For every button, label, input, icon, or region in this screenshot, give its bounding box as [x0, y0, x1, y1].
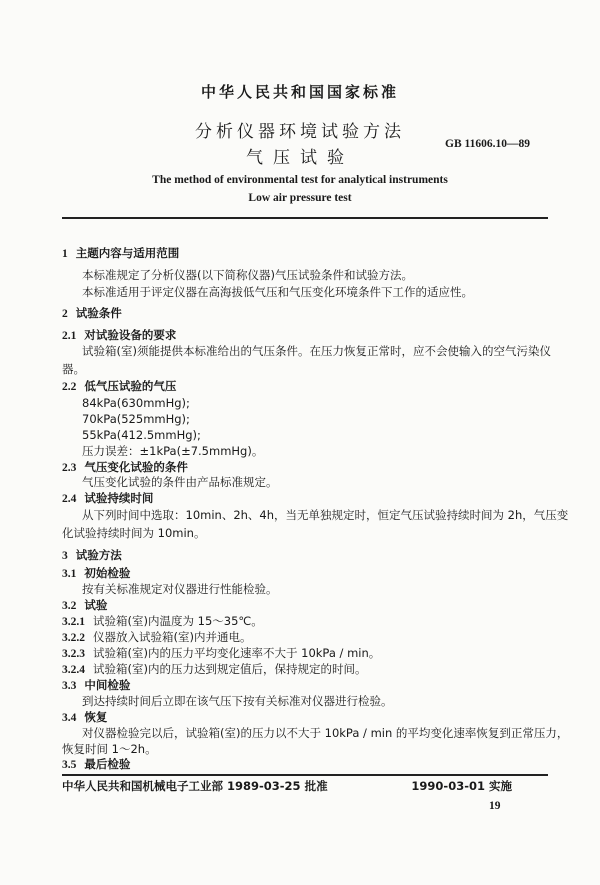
paragraph-line [62, 646, 380, 661]
standard-name: 中华人民共和国国家标准 [200, 83, 399, 101]
paragraph-line [82, 268, 413, 282]
line-text: 70kPa(525mmHg); [82, 412, 190, 426]
paragraph-line [82, 582, 278, 596]
section-number: 3.1 [62, 568, 77, 580]
document-title: 分析仪器环境试验方法 [195, 122, 405, 142]
section-number: 3.2.1 [62, 616, 85, 628]
line-text: 恢复时间 1～2h。 [62, 742, 157, 756]
heading-text: 对试验设备的要求 [84, 328, 177, 342]
section-number: 3.5 [62, 759, 77, 771]
section-number: 1 [62, 248, 68, 260]
paragraph-line [82, 444, 263, 458]
heading-text: 气压变化试验的条件 [84, 460, 188, 474]
footer-rule [62, 774, 548, 776]
paragraph-line [62, 662, 366, 677]
standard-code: GB 11606.10—89 [445, 138, 530, 150]
section-heading [62, 598, 107, 613]
paragraph-line [82, 694, 393, 708]
page-number: 19 [489, 800, 501, 812]
section-number: 3.4 [62, 712, 77, 724]
section-number: 3 [62, 550, 68, 562]
section-heading [62, 757, 130, 772]
heading-text: 试验 [84, 598, 108, 612]
section-number: 3.2.4 [62, 664, 85, 676]
section-heading [62, 379, 176, 394]
section-number: 2.4 [62, 493, 77, 505]
heading-text: 试验持续时间 [84, 491, 154, 505]
heading-text: 初始检验 [84, 566, 131, 580]
paragraph-line [62, 630, 251, 645]
line-text: 试验箱(室)内的压力达到规定值后，保持规定的时间。 [93, 662, 367, 676]
section-heading [62, 328, 176, 343]
section-heading [62, 710, 107, 725]
section-heading [62, 678, 130, 693]
line-text: 化试验持续时间为 10min。 [62, 526, 206, 540]
paragraph-line [82, 428, 201, 442]
section-number: 2.3 [62, 462, 77, 474]
heading-text: 中间检验 [84, 678, 131, 692]
heading-text: 最后检验 [84, 757, 131, 771]
line-text: 从下列时间中选取：10min、2h、4h，当无单独规定时，恒定气压试验持续时间为 2h，气压变 [82, 508, 569, 522]
paragraph-line [62, 614, 263, 629]
paragraph-line [82, 344, 551, 358]
section-heading [62, 246, 179, 261]
heading-text: 试验方法 [75, 548, 122, 562]
approval-line: 中华人民共和国机械电子工业部 1989-03-25 批准 [62, 779, 328, 793]
line-text: 到达持续时间后立即在该气压下按有关标准对仪器进行检验。 [82, 694, 393, 708]
document-subtitle: 气压试验 [246, 148, 354, 168]
english-subtitle: Low air pressure test [248, 192, 352, 204]
line-text: 气压变化试验的条件由产品标准规定。 [82, 475, 278, 489]
line-text: 55kPa(412.5mmHg); [82, 428, 201, 442]
line-text: 按有关标准规定对仪器进行性能检验。 [82, 582, 278, 596]
paragraph-line [62, 526, 205, 540]
heading-text: 低气压试验的气压 [84, 379, 177, 393]
paragraph-line [62, 742, 157, 756]
line-text: 试验箱(室)须能提供本标准给出的气压条件。在压力恢复正常时，应不会使输入的空气污染仪 [82, 344, 551, 358]
paragraph-line [62, 362, 85, 376]
section-number: 2.2 [62, 381, 77, 393]
line-text: 试验箱(室)内的压力平均变化速率不大于 10kPa / min。 [93, 646, 381, 660]
section-heading [62, 491, 153, 506]
line-text: 对仪器检验完以后，试验箱(室)的压力以不大于 10kPa / min 的平均变化速率恢复到正常压力， [82, 726, 569, 740]
line-text: 84kPa(630mmHg); [82, 396, 190, 410]
section-number: 3.2.3 [62, 648, 85, 660]
section-heading [62, 566, 130, 581]
section-number: 3.2 [62, 600, 77, 612]
paragraph-line [82, 285, 473, 299]
line-text: 本标准规定了分析仪器(以下简称仪器)气压试验条件和试验方法。 [82, 268, 413, 282]
section-number: 2 [62, 308, 68, 320]
section-heading [62, 306, 122, 321]
heading-text: 试验条件 [75, 306, 122, 320]
line-text: 仪器放入试验箱(室)内并通电。 [93, 630, 252, 644]
section-number: 2.1 [62, 330, 77, 342]
english-title: The method of environmental test for analytical instruments [152, 174, 448, 186]
section-number: 3.2.2 [62, 632, 85, 644]
paragraph-line [82, 726, 568, 740]
line-text: 压力误差：±1kPa(±7.5mmHg)。 [82, 444, 264, 458]
paragraph-line [82, 508, 568, 522]
line-text: 试验箱(室)内温度为 15～35℃。 [93, 614, 263, 628]
heading-text: 恢复 [84, 710, 108, 724]
paragraph-line [82, 475, 278, 489]
implementation-date: 1990-03-01 实施 [411, 779, 512, 793]
section-number: 3.3 [62, 680, 77, 692]
line-text: 器。 [62, 362, 85, 376]
paragraph-line [82, 412, 190, 426]
paragraph-line [82, 396, 190, 410]
heading-text: 主题内容与适用范围 [75, 246, 180, 260]
line-text: 本标准适用于评定仪器在高海拔低气压和气压变化环境条件下工作的适应性。 [82, 285, 473, 299]
header-rule [62, 217, 548, 219]
section-heading [62, 460, 188, 475]
section-heading [62, 548, 122, 563]
